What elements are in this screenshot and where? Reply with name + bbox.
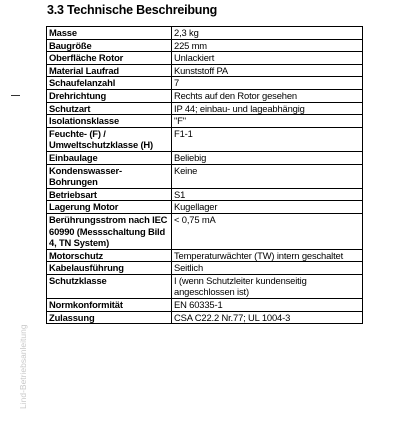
margin-mark [11, 95, 20, 96]
table-row [47, 262, 363, 275]
spec-value: Unlackiert [172, 52, 363, 65]
table-row [47, 164, 363, 188]
spec-value: Kunststoff PA [172, 64, 363, 77]
spec-key: Einbaulage [47, 151, 172, 164]
table-row [47, 27, 363, 40]
spec-key: Betriebsart [47, 188, 172, 201]
spec-value: I (wenn Schutzleiter kundenseitig angeschlossen ist) [172, 274, 363, 298]
spec-value: IP 44; einbau- und lageabhängig [172, 102, 363, 115]
table-row [47, 311, 363, 324]
table-row [47, 274, 363, 298]
spec-value: 7 [172, 77, 363, 90]
table-row [47, 89, 363, 102]
table-row [47, 52, 363, 65]
table-row [47, 201, 363, 214]
side-footer-text: Lind-Betriebsanleitung [18, 324, 28, 409]
table-row [47, 115, 363, 128]
spec-value: < 0,75 mA [172, 213, 363, 249]
spec-value: 2,3 kg [172, 27, 363, 40]
spec-value: CSA C22.2 Nr.77; UL 1004-3 [172, 311, 363, 324]
spec-value: S1 [172, 188, 363, 201]
table-row [47, 127, 363, 151]
spec-key: Drehrichtung [47, 89, 172, 102]
spec-value: Beliebig [172, 151, 363, 164]
spec-key: Masse [47, 27, 172, 40]
spec-value: EN 60335-1 [172, 299, 363, 312]
spec-key: Motorschutz [47, 249, 172, 262]
spec-key: Kabelausführung [47, 262, 172, 275]
table-row [47, 39, 363, 52]
table-row [47, 213, 363, 249]
table-row [47, 249, 363, 262]
spec-value: 225 mm [172, 39, 363, 52]
spec-key: Feuchte- (F) / Umweltschutzklasse (H) [47, 127, 172, 151]
spec-key: Oberfläche Rotor [47, 52, 172, 65]
spec-key: Zulassung [47, 311, 172, 324]
spec-value: "F" [172, 115, 363, 128]
spec-key: Schaufelanzahl [47, 77, 172, 90]
table-row [47, 151, 363, 164]
table-row [47, 299, 363, 312]
spec-key: Baugröße [47, 39, 172, 52]
table-row [47, 102, 363, 115]
spec-key: Berührungsstrom nach IEC 60990 (Messschaltung Bild 4, TN System) [47, 213, 172, 249]
spec-value: Rechts auf den Rotor gesehen [172, 89, 363, 102]
spec-value: Keine [172, 164, 363, 188]
spec-key: Kondenswasser-Bohrungen [47, 164, 172, 188]
spec-key: Schutzklasse [47, 274, 172, 298]
spec-key: Isolationsklasse [47, 115, 172, 128]
spec-key: Normkonformität [47, 299, 172, 312]
spec-key: Lagerung Motor [47, 201, 172, 214]
spec-key: Schutzart [47, 102, 172, 115]
spec-value: Seitlich [172, 262, 363, 275]
section-heading: 3.3 Technische Beschreibung [47, 3, 218, 17]
table-row [47, 64, 363, 77]
table-row [47, 188, 363, 201]
spec-key: Material Laufrad [47, 64, 172, 77]
spec-value: Kugellager [172, 201, 363, 214]
table-row [47, 77, 363, 90]
spec-value: Temperaturwächter (TW) intern geschaltet [172, 249, 363, 262]
spec-value: F1-1 [172, 127, 363, 151]
technical-specification-table [46, 26, 363, 324]
